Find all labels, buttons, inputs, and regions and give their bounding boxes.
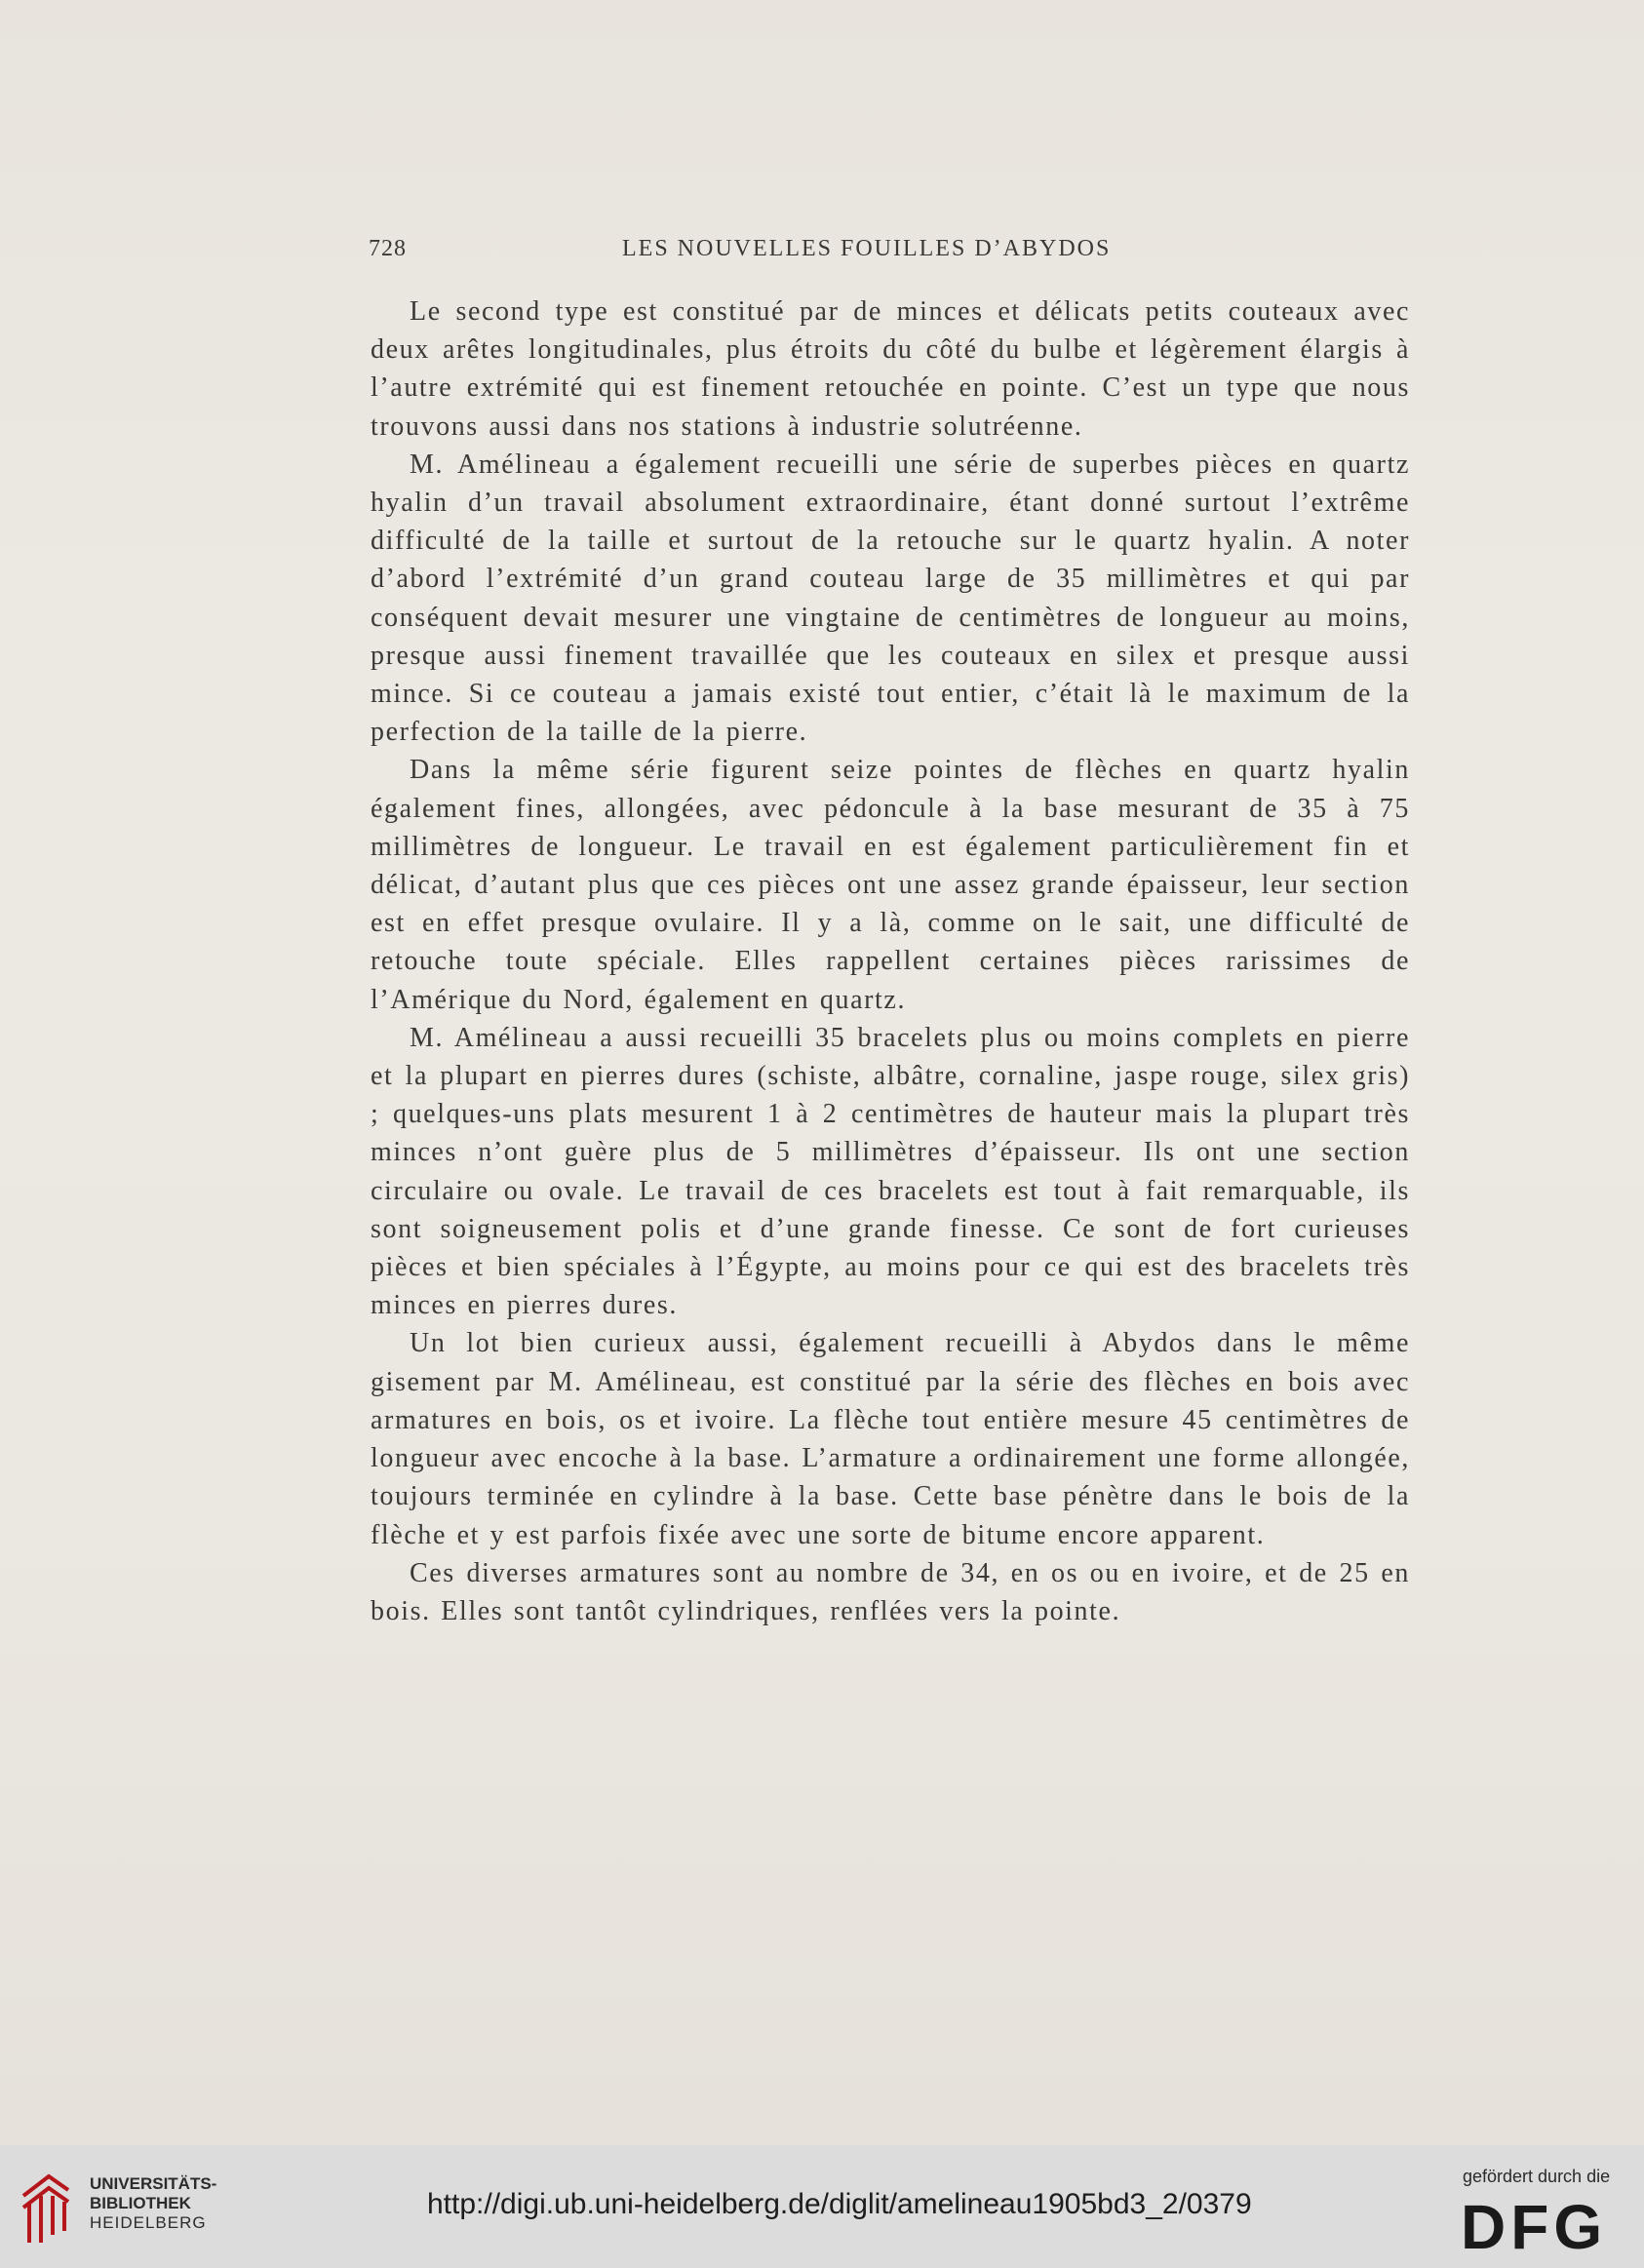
paragraph: Le second type est constitué par de minces et délicats petits couteaux avec deux arêtes longitudinales, plus étroits du côté du bulbe et légèrement élargis à l’autre extrémité qui est finement retouchée en pointe. C’est un type que nous trouvons aussi dans nos stations à industrie solutréenne. (371, 296, 1410, 442)
library-logo-icon (20, 2167, 72, 2248)
funded-by-label: gefördert durch die (1463, 2167, 1611, 2186)
body-text (371, 293, 1410, 1630)
permalink-url[interactable]: http://digi.ub.uni-heidelberg.de/diglit/amelineau1905bd3_2/0379 (427, 2188, 1252, 2220)
paragraph: Un lot bien curieux aussi, également recueilli à Abydos dans le même gisement par M. Amélineau, est constitué par la série des flèches en bois avec armatures en bois, os et ivoire. La flèche tout entière mesure 45 centimètres de longueur avec encoche à la base. L’armature a ordinairement une forme allongée, toujours terminée en cylindre à la base. Cette base pénètre dans le bois de la flèche et y est parfois fixée avec une sorte de bitume encore apparent. (371, 1328, 1410, 1550)
paragraph: M. Amélineau a aussi recueilli 35 bracelets plus ou moins complets en pierre et la plupart en pierres dures (schiste, albâtre, cornaline, jaspe rouge, silex gris) ; quelques-uns plats mesurent 1 à 2 centimètres de hauteur mais la plupart très minces n’ont guère plus de 5 millimètres d’épaisseur. Ils ont une section circulaire ou ovale. Le travail de ces bracelets est tout à fait remarquable, ils sont soigneusement polis et d’une grande finesse. Ce sont de fort curieuses pièces et bien spéciales à l’Égypte, au moins pour ce qui est des bracelets très minces en pierres dures. (371, 1022, 1410, 1321)
library-name-line: UNIVERSITÄTS- (90, 2174, 217, 2193)
running-title: LES NOUVELLES FOUILLES D’ABYDOS (622, 236, 1112, 261)
dfg-logo-icon: DFG (1461, 2192, 1608, 2262)
footer-bar (0, 2145, 1644, 2268)
paragraph: Dans la même série figurent seize pointes de flèches en quartz hyalin également fines, allongées, avec pédoncule à la base mesurant de 35 à 75 millimètres de longueur. Le travail en est également particulièrement fin et délicat, d’autant plus que ces pièces ont une assez grande épaisseur, leur section est en effet presque ovulaire. Il y a là, comme on le sait, une difficulté de retouche toute spéciale. Elles rappellent certaines pièces rarissimes de l’Amérique du Nord, également en quartz. (371, 755, 1410, 1015)
paragraph: M. Amélineau a également recueilli une série de superbes pièces en quartz hyalin d’un travail absolument extraordinaire, étant donné surtout l’extrême difficulté de la taille et surtout de la retouche sur le quartz hyalin. A noter d’abord l’extrémité d’un grand couteau large de 35 millimètres et qui par conséquent devait mesurer une vingtaine de centimètres de longueur au moins, presque aussi finement travaillée que les couteaux en silex et presque aussi mince. Si ce couteau a jamais existé tout entier, c’était là le maximum de la perfection de la taille de la pierre. (371, 449, 1410, 748)
library-name-line: BIBLIOTHEK (90, 2194, 191, 2212)
library-name (90, 2174, 216, 2233)
page-number: 728 (369, 236, 407, 261)
library-name-line: HEIDELBERG (90, 2213, 207, 2232)
page-header (369, 236, 1408, 271)
paragraph: Ces diverses armatures sont au nombre de 34, en os ou en ivoire, et de 25 en bois. Elles sont tantôt cylindriques, renflées vers la pointe. (371, 1557, 1410, 1626)
